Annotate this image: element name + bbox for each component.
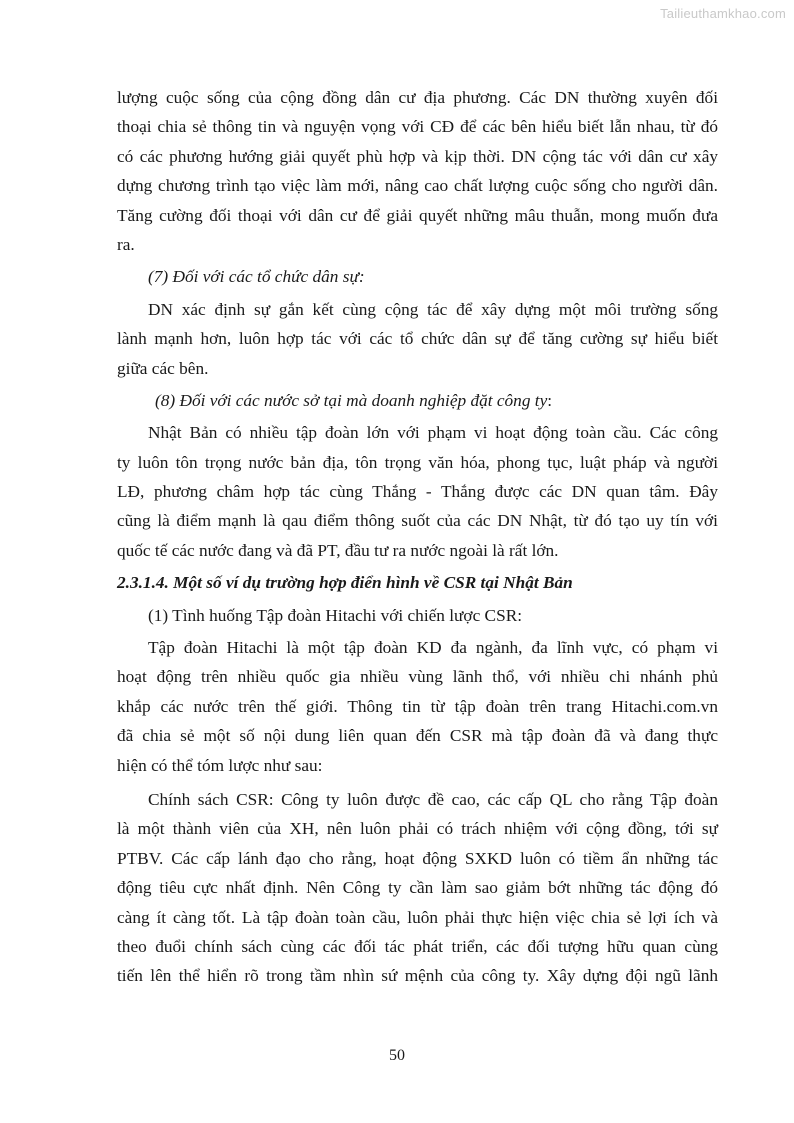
text-line: là một thành viên của XH, nên luôn phải có trách nhiệm với cộng đồng, tới sự: [117, 819, 718, 839]
text-line: có các phương hướng giải quyết phù hợp và kịp thời. DN cộng tác với dân cư xây: [117, 146, 718, 166]
subheading-line: [117, 386, 718, 415]
subheading-colon: :: [547, 390, 553, 410]
text-line: Tập đoàn Hitachi là một tập đoàn KD đa ngành, đa lĩnh vực, có phạm vi: [148, 638, 718, 658]
paragraph-csr-policy: [117, 785, 718, 991]
text-line: Nhật Bản có nhiều tập đoàn lớn với phạm vi hoạt động toàn cầu. Các công: [148, 423, 718, 443]
paragraph-community: [117, 83, 718, 259]
section-heading-text: 2.3.1.4. Một số ví dụ trường hợp điển hình về CSR tại Nhật Bản: [117, 573, 573, 593]
text-line: tiến lên thể hiển rõ trong tầm nhìn sứ mệnh của công ty. Xây dựng đội ngũ lãnh: [117, 966, 718, 986]
text-line: Chính sách CSR: Công ty luôn được đề cao, các cấp QL cho rằng Tập đoàn: [148, 789, 718, 809]
watermark: Tailieuthamkhao.com: [660, 6, 786, 21]
page-number: 50: [389, 1047, 405, 1064]
text-line: lành mạnh hơn, luôn hợp tác với các tổ chức dân sự để tăng cường sự hiểu biết: [117, 329, 718, 349]
text-line: thoại chia sẻ thông tin và nguyện vọng với CĐ để các bên hiểu biết lẫn nhau, từ đó: [117, 117, 718, 137]
text-line: theo đuổi chính sách cùng các đối tác phát triển, các đối tượng hữu quan cùng: [117, 936, 718, 956]
paragraph-hitachi-intro: [117, 633, 718, 780]
section-heading: [117, 568, 718, 597]
text-line: quốc tế các nước đang và đã PT, đầu tư ra nước ngoài là rất lớn.: [117, 540, 559, 560]
text-line: DN xác định sự gắn kết cùng cộng tác để xây dựng một môi trường sống: [148, 299, 718, 319]
text-line: cũng là điểm mạnh là qau điểm thông suốt của các DN Nhật, từ đó tạo uy tín với: [117, 511, 718, 531]
subheading-civil-organizations: [117, 262, 718, 291]
subheading-text: (8) Đối với các nước sở tại mà doanh nghiệp đặt công ty: [155, 390, 548, 410]
text-line: lượng cuộc sống của cộng đồng dân cư địa phương. Các DN thường xuyên đối: [117, 88, 718, 107]
text-line: PTBV. Các cấp lánh đạo cho rằng, hoạt động SXKD luôn có tiềm ẩn những tác: [117, 848, 718, 868]
text-line: ty luôn tôn trọng nước bản địa, tôn trọng văn hóa, phong tục, luật pháp và người: [117, 452, 718, 472]
text-line: hiện có thể tóm lược như sau:: [117, 755, 323, 775]
subheading-text: (7) Đối với các tổ chức dân sự:: [148, 267, 365, 287]
document-page: [117, 83, 718, 991]
text-line: dựng chương trình tạo việc làm mới, nâng cao chất lượng cuộc sống cho người dân.: [117, 176, 718, 196]
text-line: khắp các nước trên thế giới. Thông tin từ tập đoàn trên trang Hitachi.com.vn: [117, 696, 718, 716]
text-line: LĐ, phương châm hợp tác cùng Thắng - Thắng được các DN quan tâm. Đây: [117, 482, 718, 502]
text-line: hoạt động trên nhiều quốc gia nhiều vùng lãnh thổ, với nhiều chi nhánh phủ: [117, 667, 718, 687]
text-line: Tăng cường đối thoại với dân cư để giải quyết những mâu thuẫn, mong muốn đưa: [117, 205, 718, 225]
paragraph-host-countries: [117, 418, 718, 565]
text-line: động tiêu cực nhất định. Nên Công ty cần làm sao giảm bớt những tác động đó: [117, 878, 718, 898]
subheading-host-countries: [117, 386, 718, 415]
paragraph-civil-organizations: [117, 295, 718, 383]
text-line: giữa các bên.: [117, 358, 209, 378]
text-line: ra.: [117, 234, 135, 254]
case-heading-text: (1) Tình huống Tập đoàn Hitachi với chiến lược CSR:: [148, 605, 523, 625]
text-line: đã chia sẻ một số nội dung liên quan đến CSR mà tập đoàn đã và đang thực: [117, 726, 718, 746]
text-line: càng ít càng tốt. Là tập đoàn toàn cầu, luôn phải thực hiện việc chia sẻ lợi ích và: [117, 907, 718, 927]
case-heading-hitachi: [117, 601, 718, 630]
